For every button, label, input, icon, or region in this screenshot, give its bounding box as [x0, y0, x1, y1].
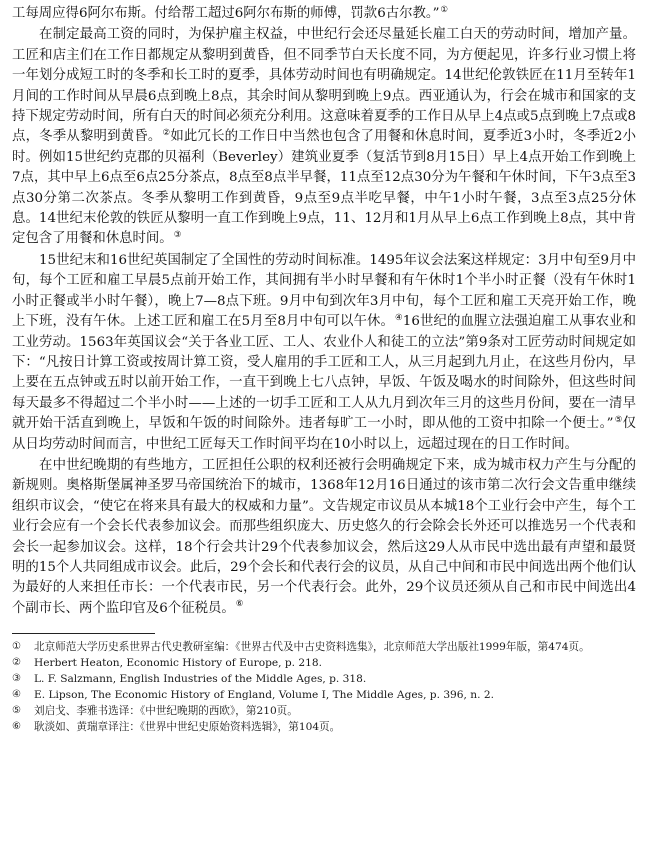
footnote-text: Herbert Heaton, Economic History of Europe, p. 218.: [34, 657, 322, 670]
paragraph-3: [12, 251, 636, 455]
footnote-item: [12, 719, 636, 735]
paragraph-4: [12, 456, 636, 619]
footnote-ref: ③: [173, 230, 182, 240]
footnote-text: E. Lipson, The Economic History of England, Volume I, The Middle Ages, p. 396, n. 2.: [34, 689, 494, 702]
footnote-number: ⑤: [12, 705, 21, 717]
paragraph-text: 在中世纪晚期的有些地方，工匠担任公职的权利还被行会明确规定下来，成为城市权力产生与分配的新规则。奥格斯堡属神圣罗马帝国统治下的城市，1368年12月16日通过的该市第二次行会文告重申继续组织市议会，“使它在将来具有最大的权威和力量”。文告规定市议员从本城18个工业行会中产生，每个工业行会应有一个会长代表参加议会。而那些组织庞大、历史悠久的行会除会长外还可以推选另一个代表和会长一起参加议会。这样，18个行会共计29个代表参加议会，然后这29人从市民中选出最有声望和最贤明的15个人共同组成市议会。此后，29个会长和代表行会的议员，从自己中间和市民中间选出两个他们认为最好的人来担任市长：一个代表市民，另一个代表行会。此外，29个议员还须从自己和市民中间选出4个副市长、两个监印官及6个征税员。: [12, 457, 636, 616]
paragraph-2: [12, 25, 636, 249]
paragraph-text: 15世纪末和16世纪英国制定了全国性的劳动时间标准。1495年议会法案这样规定：3月中旬至9月中旬，每个工匠和雇工早晨5点前开始工作，其间拥有半小时早餐和有午休时1个半小时正餐（没有午休时1小时正餐或半小时午餐），晚上7—8点下班。9月中旬到次年3月中旬，每个工匠和雇工天亮开始工作，晚上下班，没有午休。上述工匠和雇工在5月至8月中旬可以午休。: [12, 252, 636, 330]
footnote-number: ③: [12, 673, 21, 685]
footnote-item: [12, 655, 636, 671]
footnote-ref: ⑥: [235, 599, 244, 610]
footnote-ref: ①: [440, 4, 449, 15]
footnote-ref: ⑤: [614, 414, 623, 425]
footnote-ref: ④: [395, 312, 403, 323]
footnotes-list: [12, 639, 636, 735]
paragraph-text: 工每周应得6阿尔布斯。付给帮工超过6阿尔布斯的师傅，罚款6古尔教。”: [12, 6, 440, 21]
footnote-item: [12, 687, 636, 703]
paragraph-text-continued: 仅从日均劳动时间而言，中世纪工匠每天工作时间平均在10小时以上，远超过现在的日工作时间。: [12, 416, 636, 452]
paragraph-text-continued: 如此冗长的工作日中当然也包含了用餐和休息时间，夏季近3小时，冬季近2小时。例如15世纪约克郡的贝福利（Beverley）建筑业夏季（复活节到8月15日）早上4点开始工作到晚上7点，其中早上6点至6点25分茶点，8点至8点半早餐，11点至12点30分为午餐和午休时间，下午3点至3点30分第二次茶点。冬季从黎明工作到黄昏，9点至9点半吃早餐，中午1小时午餐，3点至3点25分休息。14世纪末伦敦的铁匠从黎明一直工作到晚上9点，11、12月和1月从早上6点工作到晚上8点，其中肯定包含了用餐和休息时间。: [12, 129, 636, 247]
footnote-divider: [12, 633, 155, 634]
body-text: [12, 4, 636, 619]
footnote-item: [12, 703, 636, 719]
footnote-text: 北京师范大学历史系世界古代史教研室编：《世界古代及中古史资料选集》，北京师范大学出版社1999年版，第474页。: [34, 641, 590, 654]
footnote-text: 刘启戈、李雅书选译：《中世纪晚期的西欧》，第210页。: [34, 705, 298, 718]
paragraph-text: 在制定最高工资的同时，为保护雇主权益，中世纪行会还尽量延长雇工白天的劳动时间，增加产量。工匠和店主们在工作日都规定从黎明到黄昏，但不同季节白天长度不同，为方便起见，许多行业习惯上将一年划分成短工时的冬季和长工时的夏季，具体劳动时间也有明确规定。14世纪伦敦铁匠在11月至转年1月间的工作时间从早晨6点到晚上8点，其余时间从黎明到晚上9点。西亚通认为，行会在城市和国家的支持下规定劳动时间，所有白天的时间必须充分利用。这意味着夏季的工作日从早上4点或5点到晚上7点或8点，冬季从黎明到黄昏。: [12, 27, 636, 145]
footnote-item: [12, 671, 636, 687]
footnote-number: ②: [12, 657, 21, 669]
footnote-text: L. F. Salzmann, English Industries of the Middle Ages, p. 318.: [34, 673, 367, 686]
footnote-ref: ②: [162, 127, 171, 138]
footnote-number: ④: [12, 689, 21, 701]
paragraph-text-continued: 16世纪的血腥立法强迫雇工从事农业和工业劳动。1563年英国议会“关于各业工匠、工人、农业仆人和徒工的立法”第9条对工匠劳动时间规定如下：“凡按日计算工资或按周计算工资，受人雇用的手工匠和工人，从三月起到九月止，在这些月份内，早上要在五点钟或五时以前开始工作，一直干到晚上七八点钟，早饭、午饭及喝水的时间除外，但这些时间每天最多不得超过二个半小时——上述的一切手工匠和工人从九月到次年三月的这些月份间，要在一清早就开始干活直到晚上，早饭和午饭的时间除外。违者每旷工一小时，即从他的工资中扣除一个便士。”: [12, 314, 636, 432]
footnote-item: [12, 639, 636, 655]
footnote-text: 耿淡如、黄瑞章译注：《世界中世纪史原始资料选辑》，第104页。: [34, 721, 341, 734]
paragraph-1: [12, 4, 636, 24]
footnote-number: ①: [12, 641, 21, 653]
footnote-number: ⑥: [12, 721, 21, 733]
